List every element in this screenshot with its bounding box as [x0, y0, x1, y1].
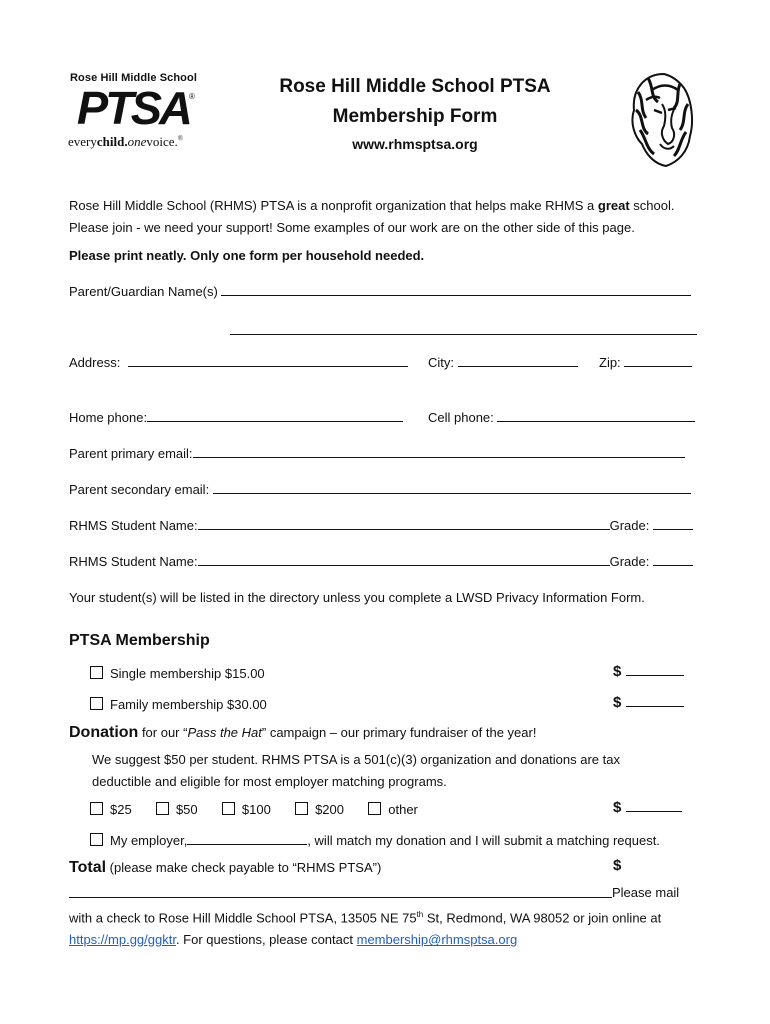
donation-options — [90, 799, 418, 821]
notice-text: Please print neatly. Only one form per household needed. — [69, 248, 425, 263]
cell-phone-row — [428, 407, 695, 429]
donation-50-checkbox[interactable] — [156, 802, 169, 815]
grade-label: Grade: — [609, 554, 650, 569]
tagline-voice: voice. — [146, 134, 178, 149]
grade-field[interactable] — [653, 551, 693, 566]
home-phone-row — [69, 407, 403, 429]
website-text: www.rhmsptsa.org — [352, 136, 478, 152]
mail-text-sup: th — [416, 910, 424, 919]
donation-25-label: $25 — [110, 802, 132, 817]
family-membership-label: Family membership $30.00 — [110, 697, 267, 712]
donation-campaign: Pass the Hat — [187, 725, 262, 740]
city-row — [428, 352, 578, 374]
total-field[interactable] — [69, 897, 612, 898]
single-membership-checkbox[interactable] — [90, 666, 103, 679]
student-name-row-2 — [69, 551, 693, 573]
student-name-label: RHMS Student Name: — [69, 554, 198, 569]
dollar-sign: $ — [613, 799, 622, 816]
primary-email-field[interactable] — [193, 443, 685, 458]
donation-200-label: $200 — [315, 802, 344, 817]
total-dollar: $ — [613, 857, 622, 874]
donation-line — [69, 722, 536, 744]
intro-line2: Please join - we need your support! Some examples of our work are on the other side of this page. — [69, 220, 635, 235]
intro-great: great — [597, 198, 630, 213]
donation-lead-a: for our “ — [138, 725, 188, 740]
cell-phone-field[interactable] — [497, 407, 695, 422]
secondary-email-row — [69, 479, 691, 501]
join-online-link[interactable]: https://mp.gg/ggktr — [69, 932, 176, 948]
employer-label-b: , will match my donation and I will submit a matching request. — [307, 833, 660, 848]
donation-other-checkbox[interactable] — [368, 802, 381, 815]
single-membership-option[interactable] — [90, 663, 265, 685]
grade-label: Grade: — [609, 518, 650, 533]
mail-text-b1: with a check to Rose Hill Middle School PTSA, 13505 NE 75 — [69, 910, 417, 926]
student-name-row-1 — [69, 515, 693, 537]
address-row — [69, 352, 408, 374]
donation-amount — [613, 799, 682, 816]
suggest-line-2: deductible and eligible for most employer matching programs. — [92, 774, 447, 789]
address-label: Address: — [69, 355, 121, 370]
donation-lead-b: ” campaign – our primary fundraiser of the year! — [261, 725, 537, 740]
family-amount — [613, 694, 684, 711]
family-membership-option[interactable] — [90, 694, 267, 716]
address-field[interactable] — [128, 352, 408, 367]
secondary-email-field[interactable] — [213, 479, 691, 494]
family-membership-checkbox[interactable] — [90, 697, 103, 710]
logo-registered-mark: ® — [189, 92, 195, 101]
total-note: (please make check payable to “RHMS PTSA”) — [106, 860, 382, 875]
employer-label-a: My employer, — [110, 833, 188, 848]
directory-note: Your student(s) will be listed in the directory unless you complete a LWSD Privacy Information Form. — [69, 590, 645, 605]
parent-name-field[interactable] — [221, 281, 691, 296]
ptsa-logo: PTSA — [76, 82, 190, 134]
employer-match-checkbox[interactable] — [90, 833, 103, 846]
donation-other-label: other — [388, 802, 418, 817]
zip-label: Zip: — [599, 355, 621, 370]
logo-tagline — [68, 134, 183, 150]
city-field[interactable] — [458, 352, 578, 367]
dollar-sign: $ — [613, 663, 622, 680]
intro-line1b: school. — [629, 198, 675, 213]
secondary-email-label: Parent secondary email: — [69, 482, 210, 497]
donation-100-checkbox[interactable] — [222, 802, 235, 815]
student-name-field[interactable] — [198, 515, 610, 530]
single-membership-label: Single membership $15.00 — [110, 666, 265, 681]
parent-name-row — [69, 281, 691, 303]
donation-200-checkbox[interactable] — [295, 802, 308, 815]
employer-match-row — [90, 830, 660, 852]
student-name-label: RHMS Student Name: — [69, 518, 198, 533]
tagline-child: child. — [96, 134, 128, 149]
cell-phone-label: Cell phone: — [428, 410, 494, 425]
mail-text-a: Please mail — [612, 885, 680, 900]
donation-heading: Donation — [69, 724, 139, 741]
employer-field[interactable] — [187, 830, 307, 845]
lion-icon — [624, 70, 696, 168]
home-phone-field[interactable] — [147, 407, 403, 422]
total-heading: Total — [69, 859, 107, 876]
grade-field[interactable] — [653, 515, 693, 530]
page-subtitle: Membership Form — [332, 106, 498, 127]
page-title: Rose Hill Middle School PTSA — [279, 76, 551, 97]
intro-paragraph — [69, 195, 729, 239]
tagline-every: every — [68, 134, 97, 149]
parent-name-field-2[interactable] — [230, 334, 697, 335]
mail-text-c: . For questions, please contact — [175, 932, 357, 948]
family-amount-field[interactable] — [626, 694, 684, 707]
donation-100-label: $100 — [241, 802, 271, 817]
single-amount-field[interactable] — [626, 663, 684, 676]
donation-25-checkbox[interactable] — [90, 802, 103, 815]
mail-text-b2: St, Redmond, WA 98052 or join online at — [423, 910, 662, 926]
intro-line1a: Rose Hill Middle School (RHMS) PTSA is a nonprofit organization that helps make RHMS a — [69, 198, 598, 213]
student-name-field[interactable] — [198, 551, 610, 566]
donation-amount-field[interactable] — [626, 799, 682, 812]
parent-name-label: Parent/Guardian Name(s) — [69, 284, 218, 299]
single-amount — [613, 663, 684, 680]
primary-email-label: Parent primary email: — [69, 446, 193, 461]
tagline-one: one — [127, 134, 147, 149]
membership-heading: PTSA Membership — [69, 632, 210, 649]
home-phone-label: Home phone: — [69, 410, 148, 425]
membership-email-link[interactable]: membership@rhmsptsa.org — [356, 932, 518, 948]
donation-suggestion — [92, 749, 692, 793]
dollar-sign: $ — [613, 694, 622, 711]
mail-paragraph — [69, 904, 729, 951]
tagline-registered: ® — [177, 134, 184, 143]
logo-school-name: Rose Hill Middle School — [70, 72, 197, 84]
zip-row — [599, 352, 692, 374]
city-label: City: — [428, 355, 454, 370]
primary-email-row — [69, 443, 685, 465]
total-line — [69, 857, 381, 879]
zip-field[interactable] — [624, 352, 692, 367]
suggest-line-1: We suggest $50 per student. RHMS PTSA is a 501(c)(3) organization and donations are tax — [92, 752, 620, 767]
donation-50-label: $50 — [175, 802, 198, 817]
